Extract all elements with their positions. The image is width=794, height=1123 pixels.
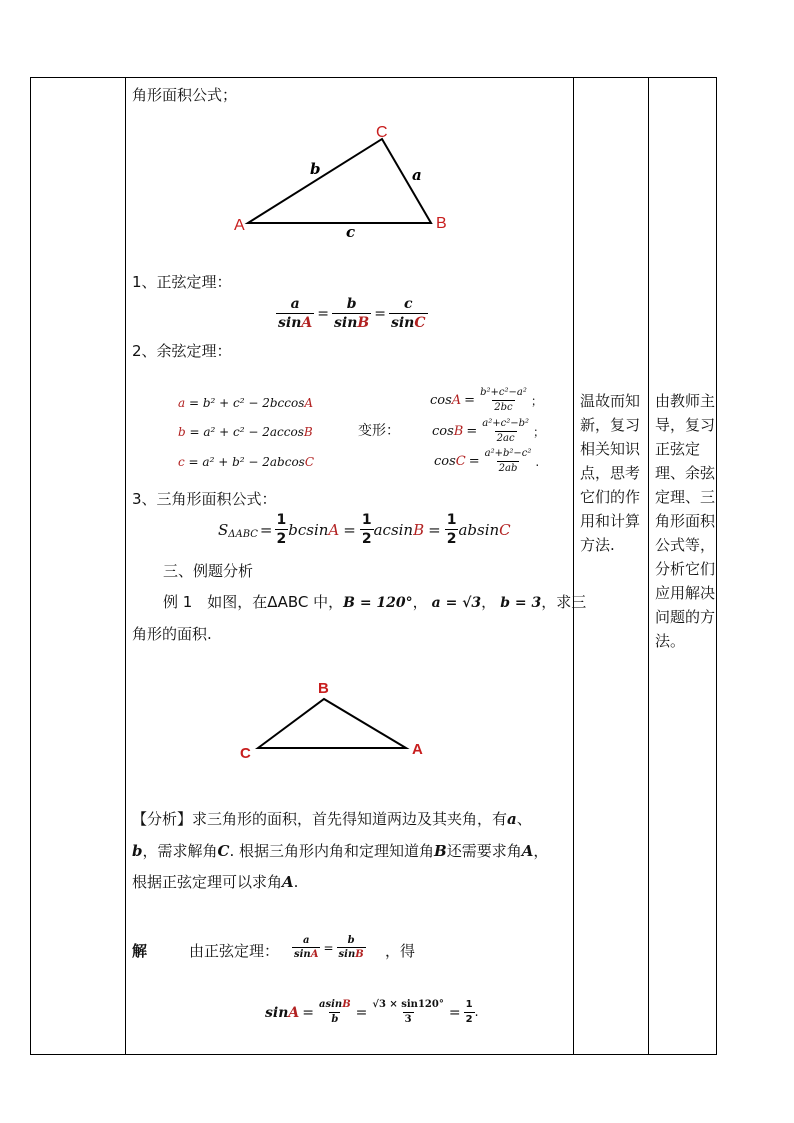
triangle-1-vertex-a: A (234, 217, 245, 234)
cosine-law-row-b-fn: cos (283, 425, 304, 439)
cosine-variant-c: cos C = $\frac{\text{a²+b²−c²}}{2ab}$ . (434, 448, 540, 474)
analysis-line-2 (132, 841, 548, 861)
solution-frac-1-den-var: A (310, 949, 319, 960)
sine-law-frac-c (389, 296, 428, 331)
column-divider-3 (648, 78, 649, 1054)
triangle-1-side-a: a (412, 166, 422, 184)
cosine-law-row-b-var: B (303, 425, 313, 439)
triangle-1-vertex-c: C (376, 124, 388, 141)
solution-result-frac-3-den: 2 (465, 1014, 473, 1025)
area-term-1: bcsin (288, 520, 329, 539)
sine-law-den-c-var: C (414, 315, 426, 331)
solution-result-frac-3 (464, 999, 475, 1026)
example-1-prefix: 例 1 如图，在ΔABC 中， (163, 593, 344, 611)
purpose-column-text: 温故而知新，复习相关知识点，思考它们的作用和计算方法. (580, 392, 641, 554)
analysis-line-2-var-a: A (521, 842, 534, 860)
solution-frac-1-num: a (302, 935, 310, 946)
cosine-variant-b-var: B (453, 424, 464, 439)
sine-law-den-a-fn: sin (278, 315, 302, 331)
triangle-2-vertex-c: C (240, 745, 251, 762)
cosine-law-row-a-rhs: = b² + c² − 2bc (185, 396, 285, 410)
cosine-law-row-b-rhs: = a² + c² − 2ac (185, 425, 284, 439)
solution-after: ，得 (385, 942, 416, 960)
area-half-2-num: 1 (361, 512, 372, 528)
area-var-3: C (499, 520, 511, 539)
cosine-variant-a: cos A = $\frac{\text{b²+c²−a²}}{2bc}$ ； (430, 387, 543, 413)
solution-result-frac-1-num-var: B (342, 999, 351, 1010)
analysis-label: 【分析】 (132, 810, 193, 828)
cosine-law-row-c-fn: cos (284, 455, 305, 469)
intro-line: 角形面积公式； (132, 86, 238, 104)
column-divider-2 (573, 78, 574, 1054)
area-lhs: S (218, 520, 229, 539)
triangle-2-vertex-b: B (318, 680, 329, 697)
cosine-variant-b-end: ； (533, 425, 546, 439)
cosine-variant-c-end: . (535, 454, 540, 469)
sine-law-frac-b (332, 296, 371, 331)
cosine-variant-c-var: C (455, 454, 466, 469)
area-formula-heading: 3、三角形面积公式： (132, 490, 277, 508)
sine-law-frac-a (276, 296, 314, 331)
area-half-2-den: 2 (361, 531, 372, 547)
area-half-2 (360, 512, 374, 547)
sine-law-den-b-var: B (357, 315, 370, 331)
solution-frac-2 (337, 935, 366, 960)
sine-law-num-b: b (346, 296, 357, 312)
analysis-line-1 (132, 809, 532, 829)
cosine-law-row-b-lhs: b (178, 425, 186, 439)
area-var-1: A (328, 520, 340, 539)
cosine-law-row-b (178, 422, 313, 442)
analysis-line-1-end: 、 (516, 810, 532, 828)
solution-ratio: $\frac{a}{\sin A}$ = $\frac{b}{\sin B}$ (294, 935, 364, 960)
solution-result-frac-2 (370, 999, 445, 1026)
example-1-cond-angle: B = 120° (343, 595, 413, 611)
analysis-line-2-part-a: ，需求解角 (142, 842, 218, 860)
sine-law-formula (276, 296, 428, 331)
area-term-3: absin (458, 520, 500, 539)
area-half-3-den: 2 (446, 531, 457, 547)
solution-frac-2-num: b (347, 935, 355, 946)
solution-result-fn: sin (265, 1004, 289, 1021)
area-half-3 (445, 512, 459, 547)
sine-law-num-a: a (290, 296, 300, 312)
solution-result-frac-1 (317, 999, 353, 1026)
cosine-law-row-a (178, 393, 313, 413)
cosine-law-heading: 2、余弦定理： (132, 342, 232, 360)
cosine-law-row-a-var: A (304, 396, 314, 410)
section-title-examples: 三、例题分析 (163, 562, 254, 580)
column-divider-1 (125, 78, 126, 1054)
cosine-variant-a-frac (478, 387, 529, 414)
analysis-line-1-text: 求三角形的面积，首先得知道两边及其夹角，有 (192, 810, 508, 828)
example-1-line-2: 角形的面积. (132, 625, 212, 643)
cosine-law-row-a-fn: cos (284, 396, 305, 410)
example-1-line-1 (163, 592, 586, 613)
triangle-1-side-c: c (346, 223, 356, 241)
cosine-variant-a-fn: cos (430, 393, 452, 408)
solution-result-frac-3-num: 1 (465, 999, 473, 1010)
solution-result-end: . (474, 1005, 479, 1020)
solution-result: sin A = $\frac{asinB}{b}$ = $\frac{√3 \times \sin 120^\circ}{3}$ = $\frac{1}{2}$ . (265, 999, 479, 1025)
triangle-1-vertex-b: B (436, 215, 447, 232)
cosine-variant-b: cos B = $\frac{\text{a²+c²−b²}}{2ac}$ ； (432, 418, 546, 444)
cosine-variant-a-num: b²+c²−a² (480, 387, 527, 398)
solution-result-frac-1-den: b (331, 1014, 339, 1025)
solution-frac-2-den-fn: sin (338, 949, 356, 960)
cosine-law-row-c-rhs: = a² + b² − 2ab (184, 455, 285, 469)
area-half-1-num: 1 (276, 512, 287, 528)
example-1-sep-1: ， (412, 593, 428, 611)
sine-law-den-c-fn: sin (390, 315, 415, 331)
cosine-variant-b-num: a²+c²−b² (482, 418, 529, 429)
sine-law-den-a-var: A (301, 315, 313, 331)
cosine-law-row-a-lhs: a (178, 396, 186, 410)
solution-result-var: A (288, 1004, 300, 1021)
cosine-variant-c-den: 2ab (498, 463, 518, 474)
area-var-2: B (413, 520, 425, 539)
analysis-line-2-part-c: 还需要求角 (446, 842, 522, 860)
sine-law-heading: 1、正弦定理： (132, 273, 232, 291)
analysis-line-3 (132, 872, 298, 892)
solution-frac-1 (292, 935, 320, 960)
area-half-1-den: 2 (276, 531, 287, 547)
area-half-1 (275, 512, 289, 547)
solution-result-frac-2-num: √3 × sin120° (372, 999, 444, 1010)
area-lhs-sub: ΔABC (228, 529, 258, 540)
analysis-line-2-var-b: b (132, 842, 143, 860)
triangle-2-shape (258, 699, 406, 748)
analysis-line-3-var: A (282, 873, 294, 891)
cosine-variant-b-den: 2ac (496, 433, 515, 444)
cosine-law-row-c-var: C (304, 455, 315, 469)
solution-result-frac-1-num-fn: asin (319, 999, 343, 1010)
cosine-variant-b-frac (480, 418, 531, 445)
cosine-law-row-c (178, 452, 314, 472)
analysis-line-1-var: a (507, 810, 517, 828)
analysis-line-2-end: ， (533, 842, 549, 860)
solution-frac-1-den-fn: sin (294, 949, 311, 960)
sine-law-num-c: c (403, 296, 413, 312)
cosine-law-row-c-lhs: c (178, 455, 185, 469)
cosine-variant-c-num: a²+b²−c² (484, 448, 532, 459)
sine-law-eq-1: = (317, 305, 329, 322)
cosine-variant-a-den: 2bc (494, 402, 513, 413)
triangle-diagram-2 (234, 676, 434, 766)
cosine-variant-a-end: ； (530, 394, 543, 408)
area-half-3-num: 1 (446, 512, 457, 528)
example-1-sep-2: ， (481, 593, 497, 611)
analysis-line-2-var-bangle: B (434, 842, 447, 860)
example-1-cond-a: a = √3 (431, 595, 482, 611)
cosine-variant-a-var: A (451, 393, 462, 408)
triangle-diagram-1 (228, 120, 458, 245)
solution-intro: 由正弦定理： (189, 942, 280, 960)
triangle-2-vertex-a: A (412, 741, 423, 758)
solution-label: 解 (132, 942, 148, 960)
solution-result-frac-2-den: 3 (404, 1014, 412, 1025)
transform-label: 变形： (358, 423, 400, 439)
analysis-line-3-text: 根据正弦定理可以求角 (132, 873, 283, 891)
analysis-line-2-var-c: C (217, 842, 230, 860)
cosine-variant-b-fn: cos (432, 424, 454, 439)
area-formula: S ΔABC = $\frac{1}{2}$ bcsin A = $\frac{1}{2}$ acsin B = $\frac{1}{2}$ absin C (218, 512, 511, 547)
triangle-1-shape (248, 139, 431, 223)
sine-law-eq-2: = (374, 305, 386, 322)
method-column-text: 由教师主导，复习正弦定理、余弦定理、三角形面积公式等，分析它们应用解决问题的方法。 (655, 392, 716, 650)
analysis-line-2-part-b: . 根据三角形内角和定理知道角 (229, 842, 435, 860)
sine-law-den-b-fn: sin (334, 315, 358, 331)
example-1-suffix: ，求三 (541, 593, 587, 611)
cosine-variant-c-frac (483, 448, 534, 475)
solution-frac-2-den-var: B (355, 949, 364, 960)
cosine-variant-c-fn: cos (434, 454, 456, 469)
area-term-2: acsin (373, 520, 414, 539)
triangle-1-side-b: b (310, 160, 321, 178)
example-1-cond-b: b = 3 (500, 595, 542, 611)
analysis-line-3-end: . (293, 873, 299, 891)
